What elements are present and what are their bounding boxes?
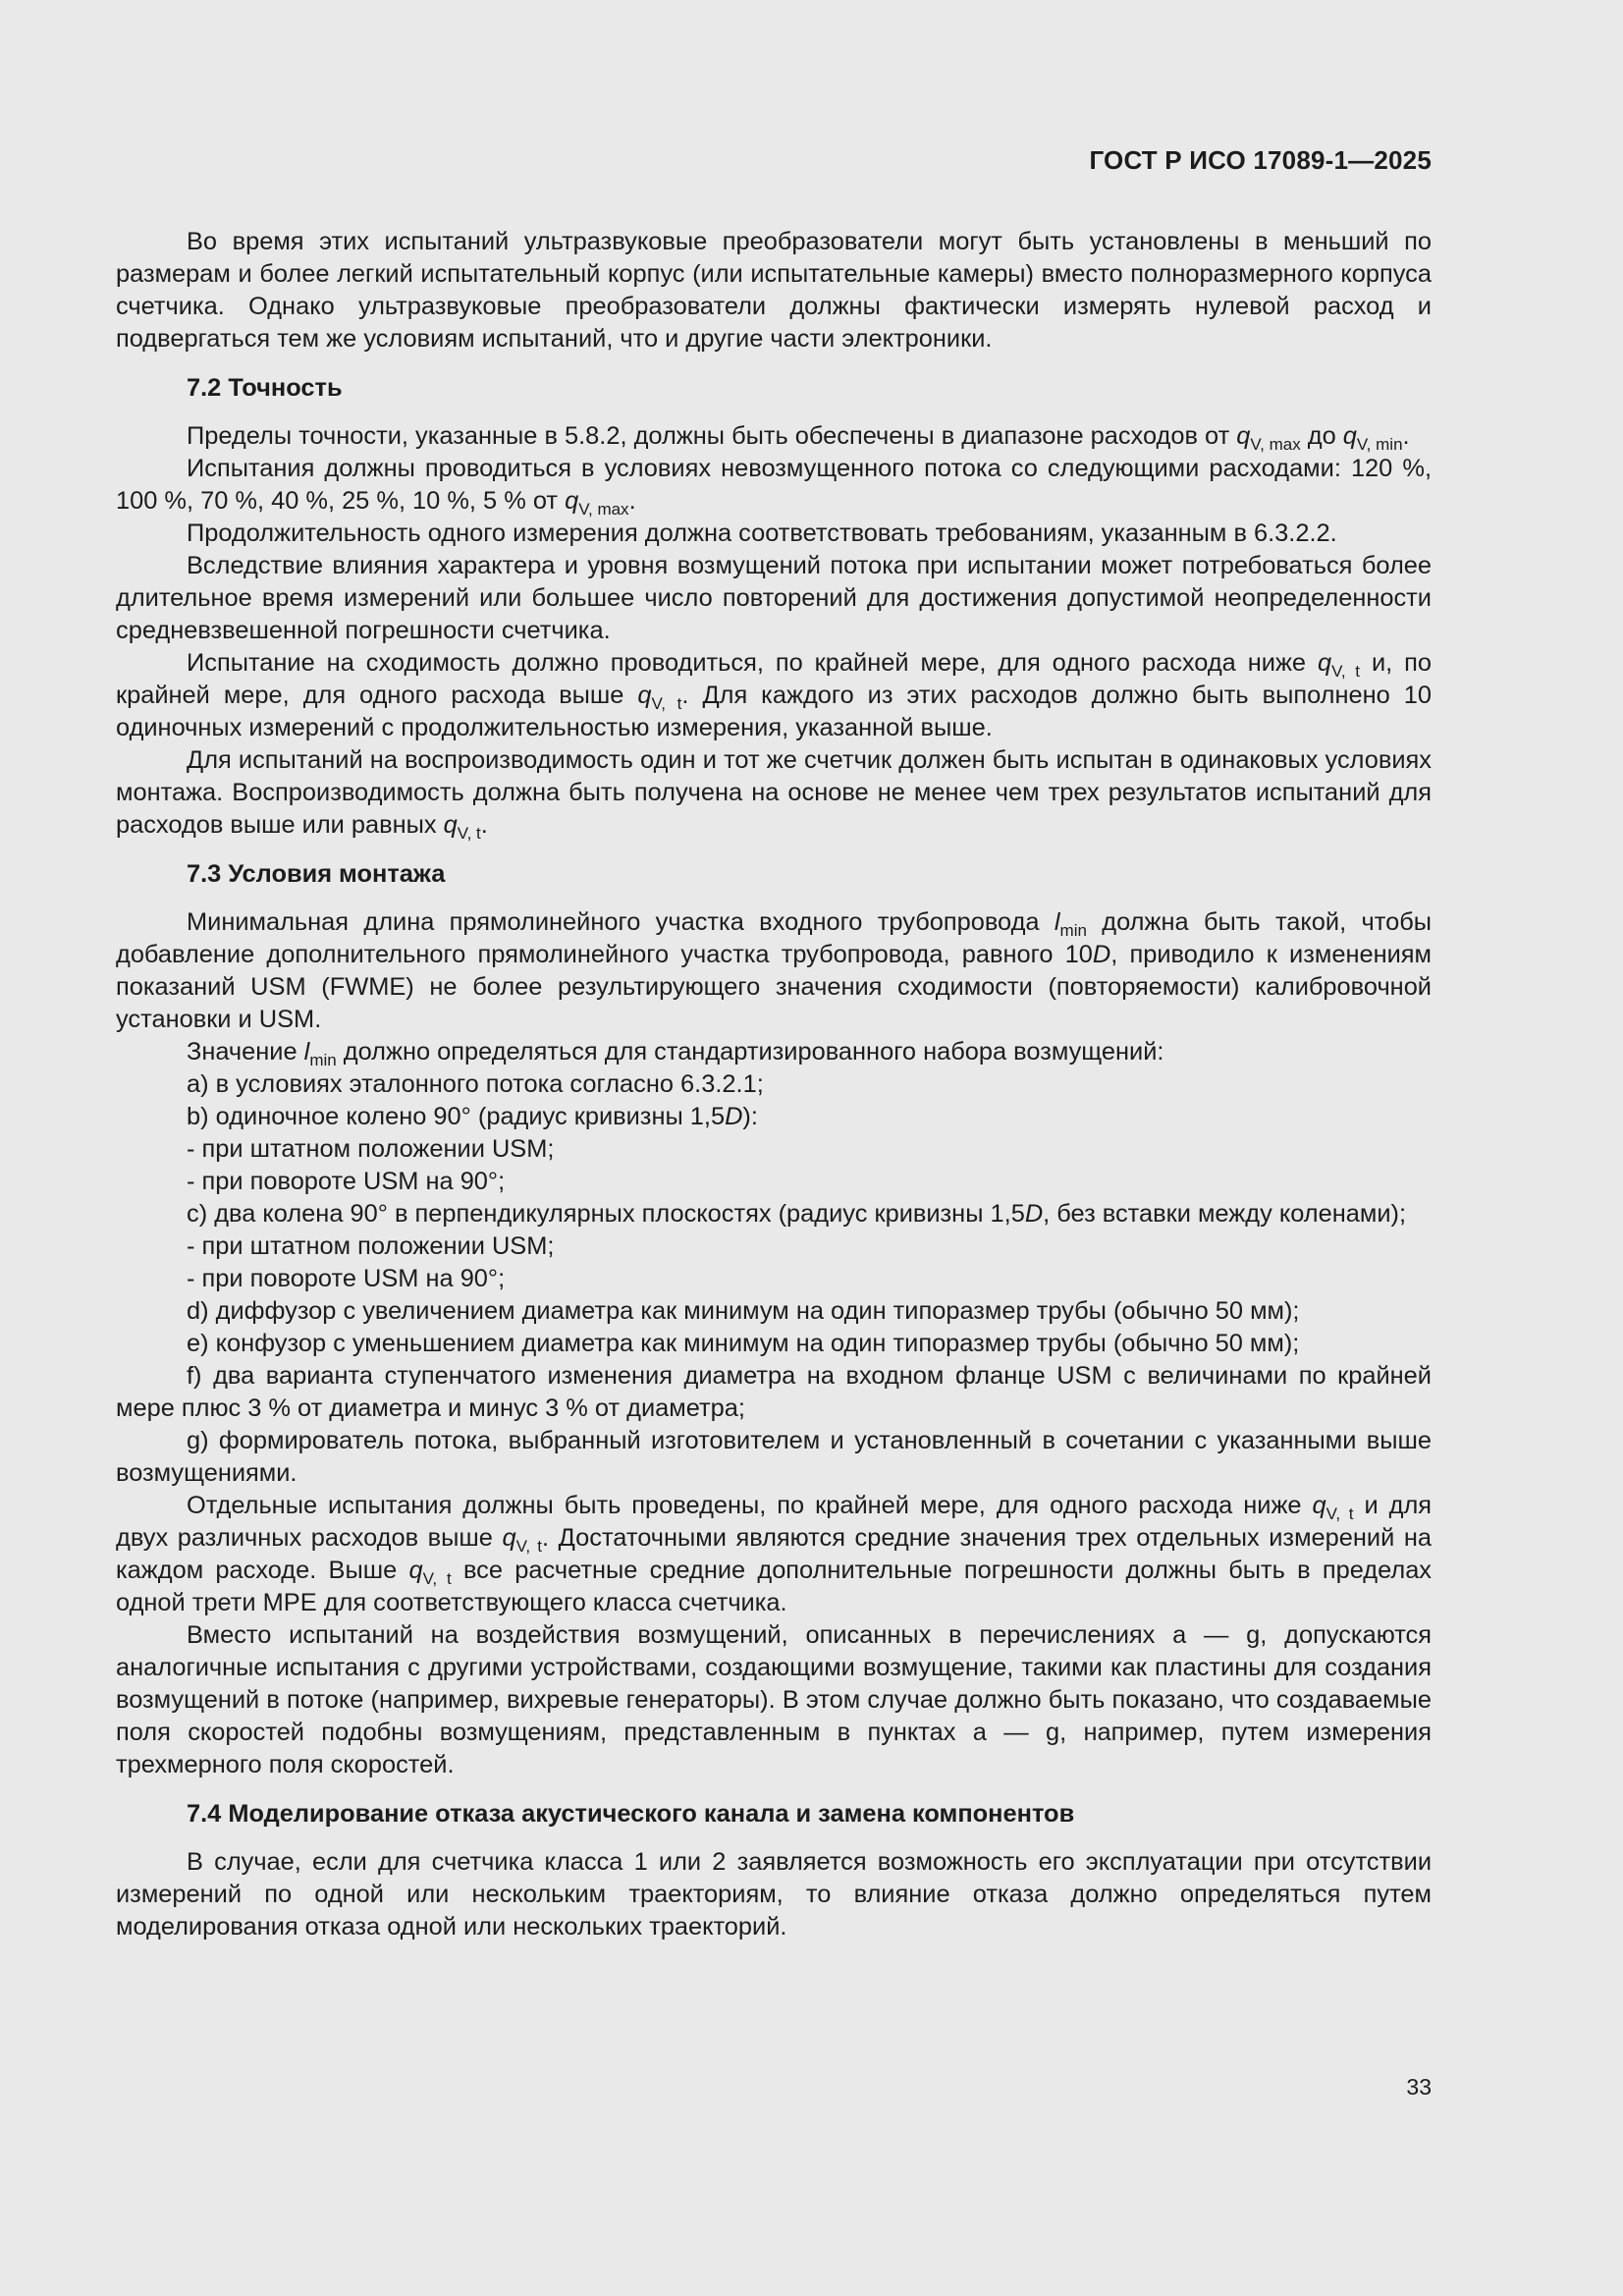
s72-paragraph-5: Испытание на сходимость должно проводиться, по крайней мере, для одного расхода ниже $q_{V, t}$ и, по крайней мере, для одного расхода выше $q_{V, t}$. Для каждого из этих расходов должно быть выполнено 10 одиночных измерений с продолжительностью измерения, указанной выше. (116, 649, 1433, 741)
s72-paragraph-4: Вследствие влияния характера и уровня возмущений потока при испытании может потребоваться более длительное время измерений или большее число повторений для достижения допустимой неопределенности средневзвешенной погрешности счетчика. (116, 552, 1432, 644)
s72-paragraph-2: Испытания должны проводиться в условиях невозмущенного потока со следующими расходами: 120 %, 100 %, 70 %, 40 %, 25 %, 10 %, 5 % от $q_{V, max}$. (116, 455, 1432, 519)
list-subitem-b-rotated: - при повороте USM на 90°; (187, 1168, 506, 1195)
document-header: ГОСТ Р ИСО 17089-1—2025 (1089, 145, 1432, 175)
intro-paragraph: Во время этих испытаний ультразвуковые преобразователи могут быть установлены в меньший по размерам и более легкий испытательный корпус (или испытательные камеры) вместо полноразмерного корпуса счетчика. Однако ультразвуковые преобразователи должны фактически измерять нулевой расход и подвергаться тем же условиям испытаний, что и другие части электроники. (116, 228, 1432, 353)
list-item-c: c) два колена 90° в перпендикулярных плоскостях (радиус кривизны 1,5D, без вставки между коленами); (187, 1200, 1407, 1228)
s73-paragraph-3: Отдельные испытания должны быть проведены, по крайней мере, для одного расхода ниже $q_{V, t}$ и для двух различных расходов выше $q_{V, t}$. Достаточными являются средние значения трех отдельных измерений на каждом расходе. Выше $q_{V, t}$ все расчетные средние дополнительные погрешности должны быть в пределах одной трети MPE для соответствующего класса счетчика. (116, 1492, 1433, 1616)
list-subitem-b-normal: - при штатном положении USM; (187, 1135, 555, 1163)
list-subitem-c-rotated: - при повороте USM на 90°; (187, 1265, 506, 1292)
list-item-f: f) два варианта ступенчатого изменения диаметра на входном фланце USM с величинами по крайней мере плюс 3 % от диаметра и минус 3 % от диаметра; (116, 1362, 1432, 1422)
list-item-a: a) в условиях эталонного потока согласно 6.3.2.1; (187, 1070, 764, 1098)
s72-paragraph-6: Для испытаний на воспроизводимость один и тот же счетчик должен быть испытан в одинаковых условиях монтажа. Воспроизводимость должна быть получена на основе не менее чем трех результатов испытаний для расходов выше или равных $q_{V, t}$. (116, 746, 1432, 843)
s74-paragraph-1: В случае, если для счетчика класса 1 или 2 заявляется возможность его эксплуатации при отсутствии измерений по одной или нескольким траекториям, то влияние отказа должно определяться путем моделирования отказа одной или нескольких траекторий. (116, 1848, 1432, 1941)
s72-paragraph-3: Продолжительность одного измерения должна соответствовать требованиям, указанным в 6.3.2.2. (187, 519, 1337, 547)
section-title-7-3: 7.3 Условия монтажа (187, 860, 446, 888)
s73-paragraph-2: Значение $l_{min}$ должно определяться для стандартизированного набора возмущений: (187, 1038, 1164, 1069)
s73-paragraph-1: Минимальная длина прямолинейного участка входного трубопровода $l_{min}$ должна быть такой, чтобы добавление дополнительного прямолинейного участка трубопровода, равного 10D, приводило к изменениям показаний USM (FWME) не более результирующего значения сходимости (повторяемости) калибровочной установки и USM. (116, 908, 1432, 1033)
section-title-7-4: 7.4 Моделирование отказа акустического канала и замена компонентов (187, 1800, 1075, 1828)
list-item-d: d) диффузор с увеличением диаметра как минимум на один типоразмер трубы (обычно 50 мм); (187, 1297, 1300, 1325)
s73-paragraph-4: Вместо испытаний на воздействия возмущений, описанных в перечислениях а — g, допускаются аналогичные испытания с другими устройствами, создающими возмущение, такими как пластины для создания возмущений в потоке (например, вихревые генераторы). В этом случае должно быть показано, что создаваемые поля скоростей подобны возмущениям, представленным в пунктах а — g, например, путем измерения трехмерного поля скоростей. (116, 1621, 1432, 1778)
list-item-b: b) одиночное колено 90° (радиус кривизны 1,5D): (187, 1103, 758, 1130)
page-number: 33 (1406, 2074, 1432, 2100)
list-item-e: e) конфузор с уменьшением диаметра как минимум на один типоразмер трубы (обычно 50 мм); (187, 1330, 1300, 1357)
list-item-g: g) формирователь потока, выбранный изготовителем и установленный в сочетании с указанными выше возмущениями. (116, 1427, 1432, 1487)
s72-paragraph-1: Пределы точности, указанные в 5.8.2, должны быть обеспечены в диапазоне расходов от $q_{V, max}$ до $q_{V, min}$. (187, 422, 1410, 454)
section-title-7-2: 7.2 Точность (187, 374, 343, 402)
page-content (116, 226, 1432, 1943)
list-subitem-c-normal: - при штатном положении USM; (187, 1232, 555, 1260)
